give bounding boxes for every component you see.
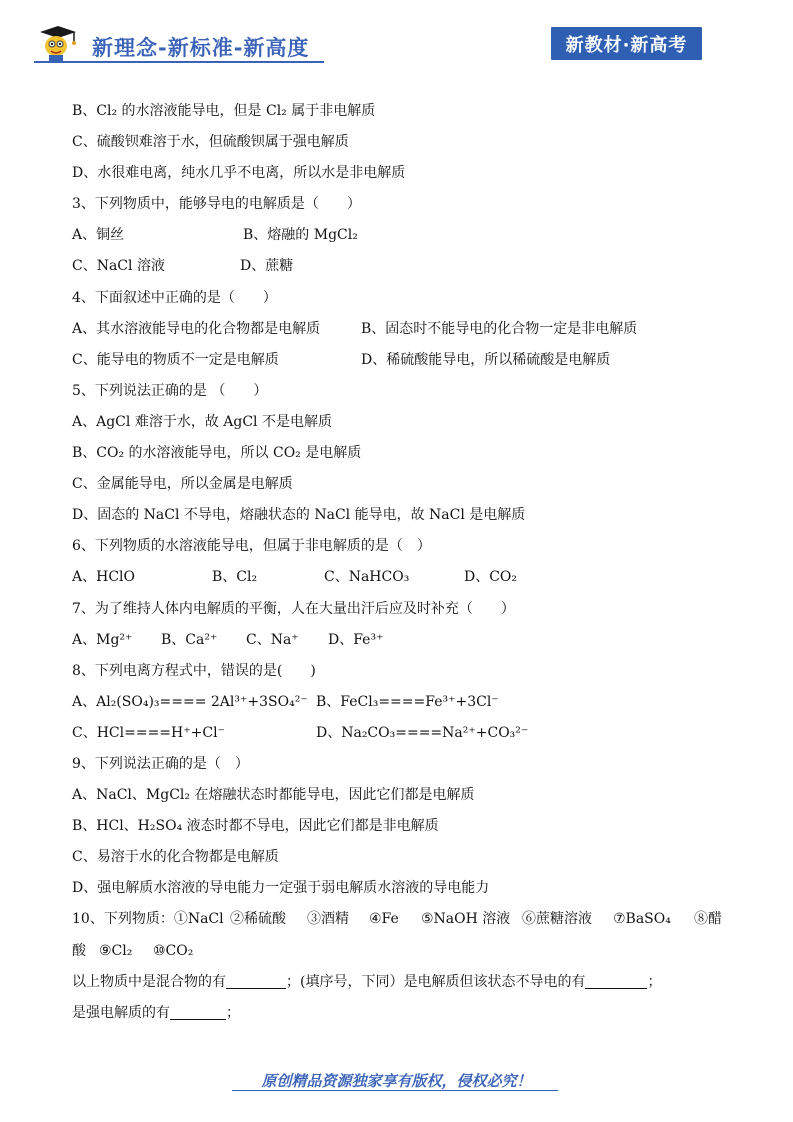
question-stem: 9、下列说法正确的是（ ） (72, 755, 249, 772)
fill-prompt: ；(填序号，下同）是电解质但该状态不导电的有 (286, 973, 586, 990)
header-divider (34, 61, 324, 63)
option-d: D、稀硫酸能导电，所以稀硫酸是电解质 (361, 351, 611, 368)
option-row (72, 625, 732, 656)
substance-item: ②稀硫酸 (230, 911, 286, 928)
worksheet-content (72, 96, 732, 1029)
answer-blank[interactable] (226, 974, 286, 989)
fill-in-line (72, 998, 732, 1029)
fill-prompt: 以上物质中是混合物的有 (72, 973, 226, 990)
question-stem: 5、下列说法正确的是 （ ） (72, 382, 268, 399)
substance-item: ⑨Cl₂ (99, 942, 133, 959)
option-row (72, 345, 732, 376)
substance-item: ④Fe (369, 911, 399, 928)
option-line: B、HCl、H₂SO₄ 液态时都不导电，因此它们都是非电解质 (72, 818, 439, 835)
option-row (72, 718, 732, 749)
substance-item: 10、下列物质：①NaCl (72, 911, 224, 928)
substance-item: 酸 (72, 942, 86, 959)
option-line: D、固态的 NaCl 不导电，熔融状态的 NaCl 能导电，故 NaCl 是电解质 (72, 507, 526, 524)
option-row (72, 220, 732, 251)
option-line: C、金属能导电，所以金属是电解质 (72, 476, 293, 493)
option-line: B、CO₂ 的水溶液能导电，所以 CO₂ 是电解质 (72, 445, 362, 462)
option-line: C、硫酸钡难溶于水，但硫酸钡属于强电解质 (72, 134, 349, 151)
option-a: A、Mg²⁺ (72, 631, 133, 648)
footer-underline (232, 1090, 558, 1091)
option-b: B、熔融的 MgCl₂ (243, 227, 358, 244)
header-slogan: 新理念-新标准-新高度 (92, 36, 310, 60)
option-d: D、蔗糖 (240, 258, 294, 275)
option-row (72, 687, 732, 718)
option-row (72, 562, 732, 593)
answer-blank[interactable] (170, 1005, 226, 1020)
option-a: A、Al₂(SO₄)₃==== 2Al³⁺+3SO₄²⁻ (72, 693, 308, 710)
question-stem: 4、下面叙述中正确的是（ ） (72, 289, 277, 306)
option-line: D、水很难电离，纯水几乎不电离，所以水是非电解质 (72, 165, 406, 182)
substance-item: ⑩CO₂ (153, 942, 194, 959)
question-stem: 6、下列物质的水溶液能导电，但属于非电解质的是（ ） (72, 538, 431, 555)
header-badge: 新教材·新高考 (551, 27, 702, 60)
option-c: C、NaHCO₃ (324, 569, 410, 586)
option-a: A、铜丝 (72, 227, 125, 244)
option-b: B、FeCl₃====Fe³⁺+3Cl⁻ (316, 693, 499, 710)
option-c: C、能导电的物质不一定是电解质 (72, 351, 279, 368)
copyright-footer: 原创精品资源独家享有版权，侵权必究！ (261, 1072, 532, 1090)
option-a: A、其水溶液能导电的化合物都是电解质 (72, 320, 321, 337)
option-b: B、Cl₂ (212, 569, 258, 586)
option-c: C、HCl====H⁺+Cl⁻ (72, 724, 225, 741)
option-c: C、Na⁺ (246, 631, 299, 648)
question-stem: 3、下列物质中，能够导电的电解质是（ ） (72, 196, 361, 213)
option-b: B、Ca²⁺ (161, 631, 218, 648)
option-row (72, 251, 732, 282)
option-line: A、NaCl、MgCl₂ 在熔融状态时都能导电，因此它们都是电解质 (72, 787, 475, 804)
option-d: D、Na₂CO₃====Na²⁺+CO₃²⁻ (316, 724, 529, 741)
fill-in-line (72, 967, 732, 998)
fill-prompt: ； (226, 1004, 240, 1021)
option-b: B、固态时不能导电的化合物一定是非电解质 (361, 320, 638, 337)
option-c: C、NaCl 溶液 (72, 258, 165, 275)
answer-blank[interactable] (585, 974, 647, 989)
option-line: A、AgCl 难溶于水，故 AgCl 不是电解质 (72, 413, 332, 430)
mascot-logo-icon (34, 24, 78, 64)
substance-item: ⑧醋 (694, 911, 722, 928)
option-line: B、Cl₂ 的水溶液能导电，但是 Cl₂ 属于非电解质 (72, 103, 376, 119)
option-d: D、Fe³⁺ (328, 631, 384, 648)
substance-item: ③酒精 (307, 911, 349, 928)
option-d: D、CO₂ (464, 569, 518, 586)
page-header (0, 0, 793, 70)
question-stem: 8、下列电离方程式中，错误的是( ) (72, 662, 316, 679)
question-stem: 7、为了维持人体内电解质的平衡，人在大量出汗后应及时补充（ ） (72, 600, 515, 617)
option-row (72, 314, 732, 345)
fill-prompt: ； (647, 973, 662, 990)
substance-item: ⑥蔗糖溶液 (522, 911, 592, 928)
option-a: A、HClO (72, 569, 135, 586)
question-stem (72, 904, 732, 935)
substance-item: ⑤NaOH 溶液 (421, 911, 511, 928)
question-stem (72, 936, 732, 967)
option-line: D、强电解质水溶液的导电能力一定强于弱电解质水溶液的导电能力 (72, 880, 490, 897)
substance-item: ⑦BaSO₄ (613, 911, 671, 928)
fill-prompt: 是强电解质的有 (72, 1004, 170, 1021)
option-line: C、易溶于水的化合物都是电解质 (72, 849, 279, 866)
